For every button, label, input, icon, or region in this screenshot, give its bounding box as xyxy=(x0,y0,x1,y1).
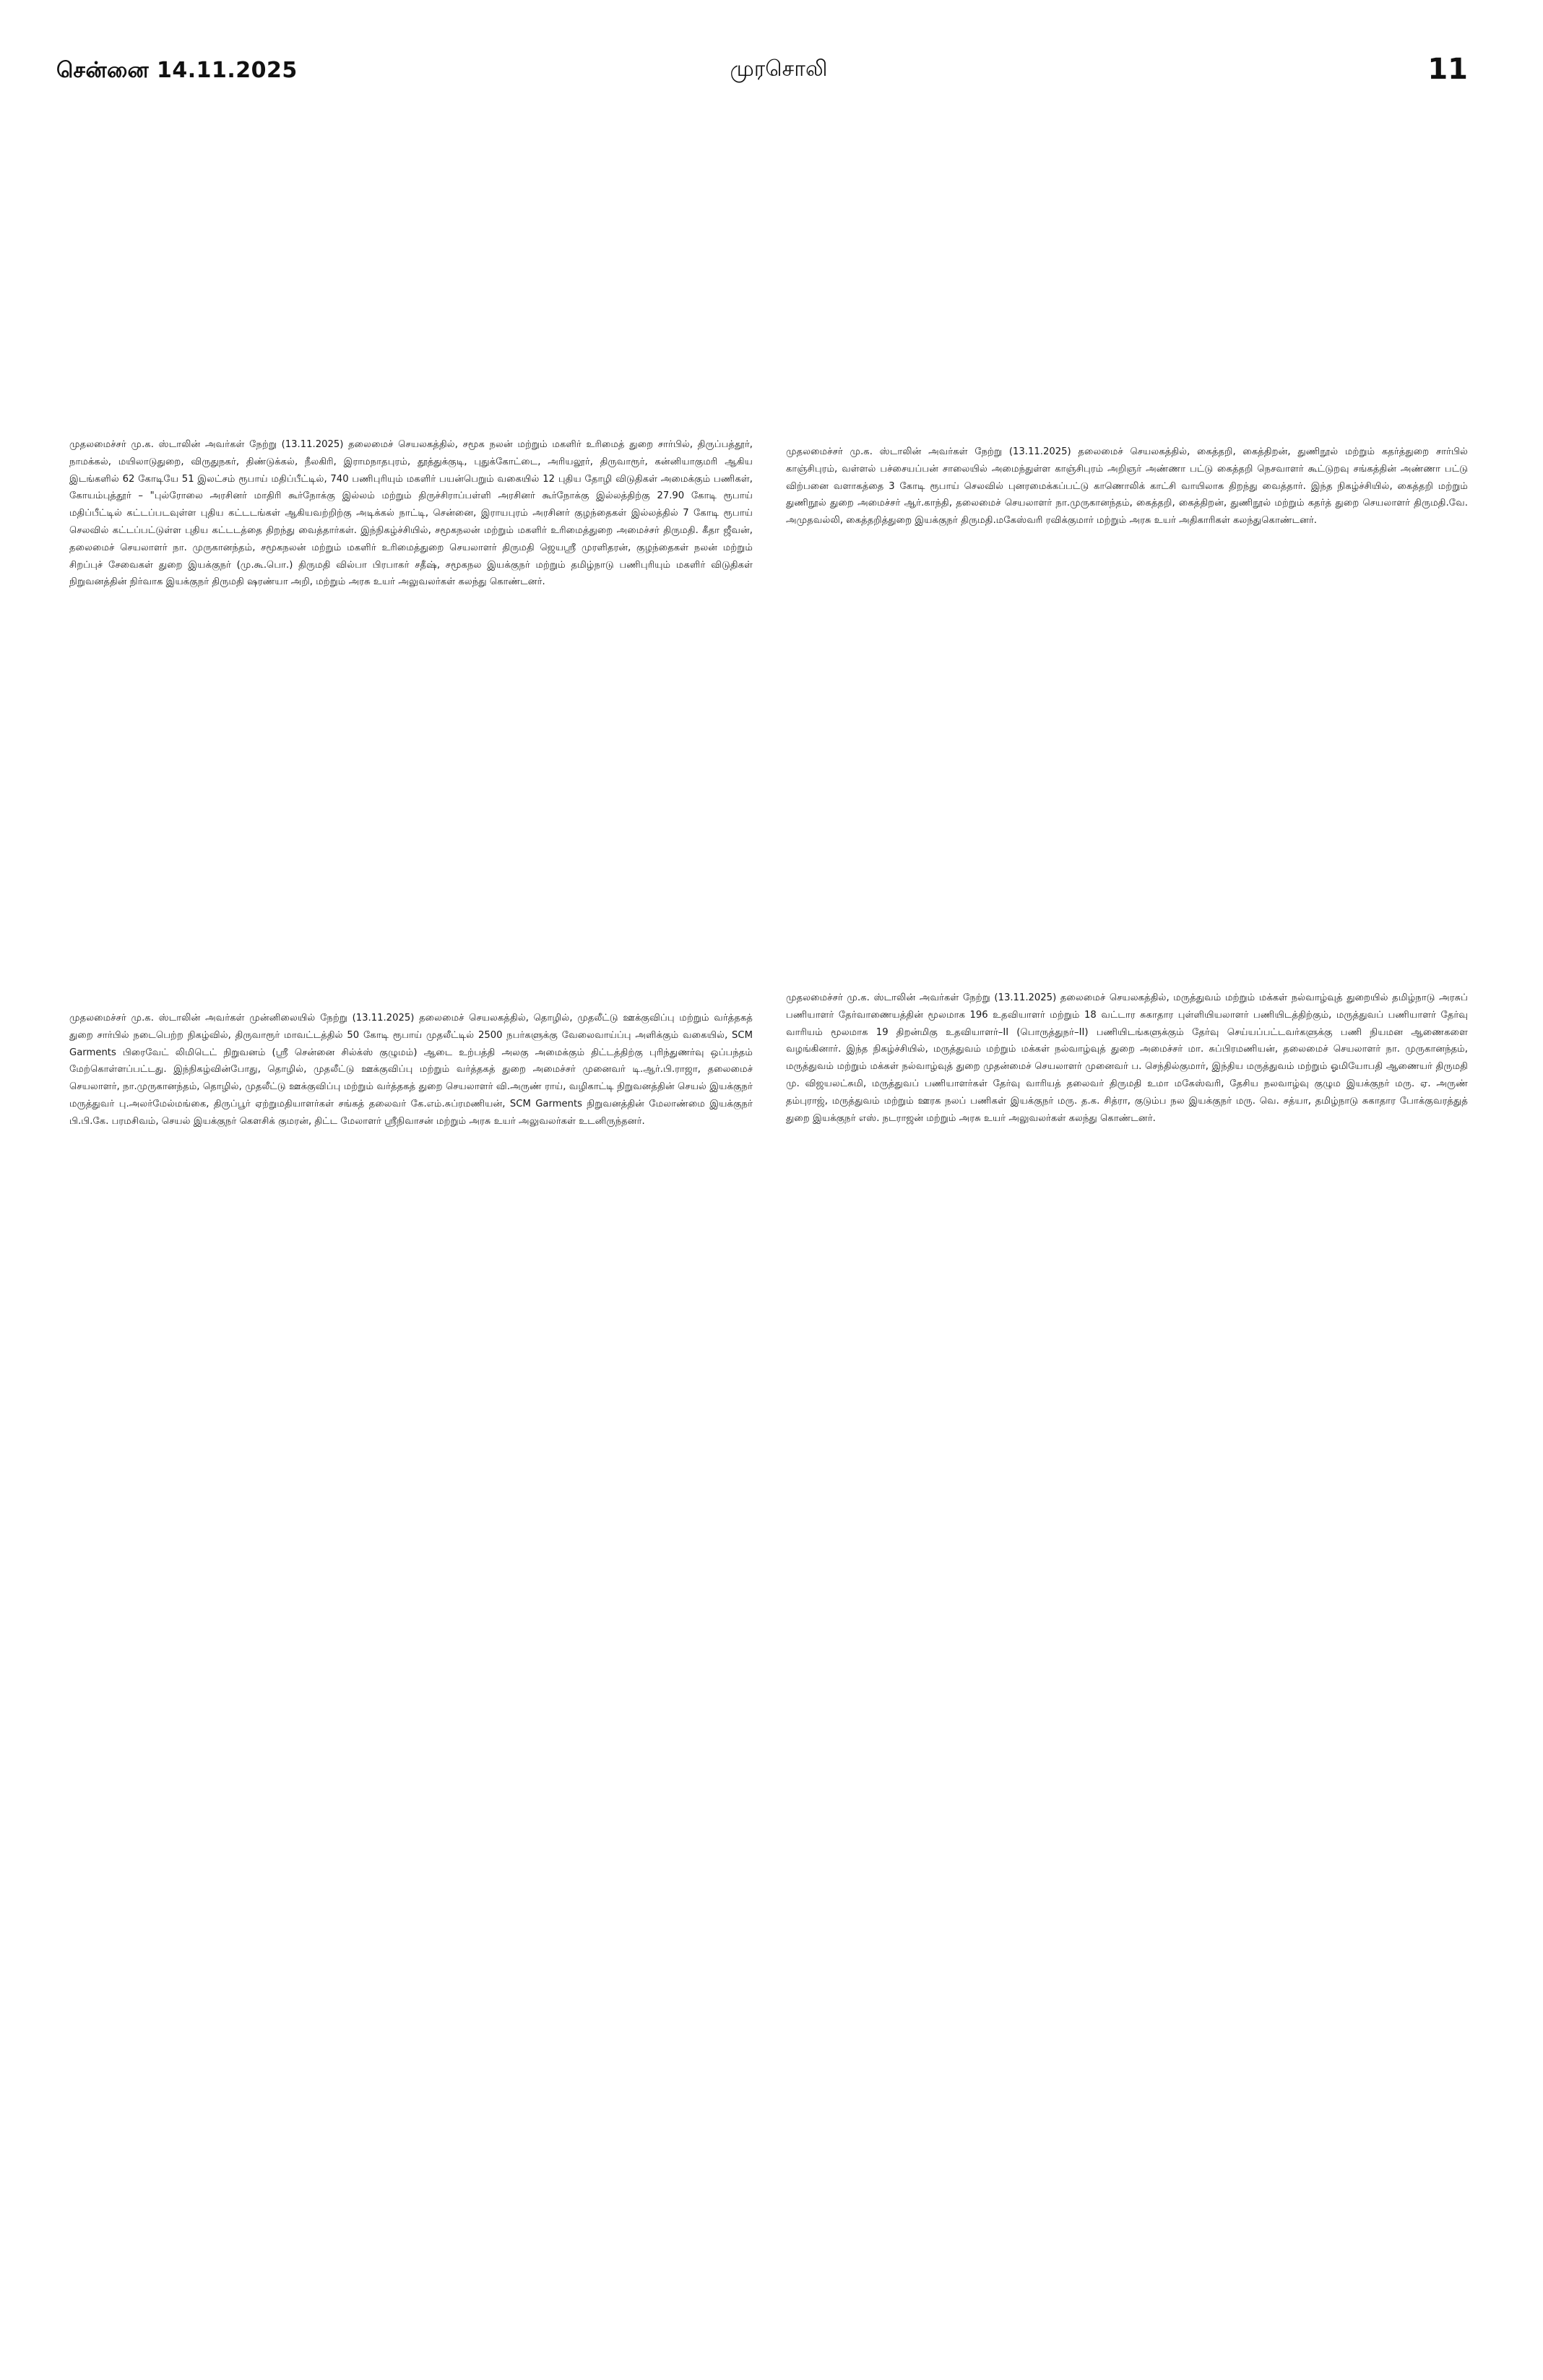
issue-date: சென்னை 14.11.2025 xyxy=(56,58,298,83)
masthead xyxy=(0,0,1543,116)
photo-caption-handloom: முதலமைச்சர் மு.க. ஸ்டாலின் அவர்கள் நேற்று (13.11.2025) தலைமைச் செயலகத்தில், கைத்தறி, கைத்திறன், துணிநூல் மற்றும் கதர்த்துறை சார்பில் காஞ்சிபுரம், வள்ளல் பச்சையப்பன் சாலையில் அமைந்துள்ள காஞ்சிபுரம் அறிஞர் அண்ணா பட்டு கைத்தறி நெசவாளர் கூட்டுறவு சங்கத்தின் அண்ணா பட்டு விற்பனை வளாகத்தை 3 கோடி ரூபாய் செலவில் புனரமைக்கப்பட்டு காணொலிக் காட்சி வாயிலாக திறந்து வைத்தார். இந்த நிகழ்ச்சியில், கைத்தறி மற்றும் துணிநூல் துறை அமைச்சர் ஆர்.காந்தி, தலைமைச் செயலாளர் நா.முருகானந்தம், கைத்தறி, கைத்திறன், துணிநூல் மற்றும் கதர்த் துறை செயலாளர் திருமதி.வே. அமுதவல்லி, கைத்தறித்துறை இயக்குநர் திருமதி.மகேஸ்வரி ரவிக்குமார் மற்றும் அரசு உயர் அதிகாரிகள் கலந்துகொண்டனர். xyxy=(786,446,1468,527)
photo-caption-social-welfare: முதலமைச்சர் மு.க. ஸ்டாலின் அவர்கள் நேற்று (13.11.2025) தலைமைச் செயலகத்தில், சமூக நலன் மற்றும் மகளிர் உரிமைத் துறை சார்பில், திருப்பத்தூர், நாமக்கல், மயிலாடுதுறை, விருதுநகர், திண்டுக்கல், நீலகிரி, இராமநாதபுரம், தூத்துக்குடி, புதுக்கோட்டை, அரியலூர், திருவாரூர், கன்னியாகுமரி ஆகிய இடங்களில் 62 கோடியே 51 இலட்சம் ரூபாய் மதிப்பீட்டில், 740 பணிபுரியும் மகளிர் பயன்பெறும் வகையில் 12 புதிய தோழி விடுதிகள் அமைக்கும் பணிகள், கோயம்புத்தூர் – "புல்ரோலை அரசினர் மாதிரி கூர்நோக்கு இல்லம் மற்றும் திருச்சிராப்பள்ளி அரசினர் கூர்நோக்கு இல்லத்திற்கு 27.90 கோடி ரூபாய் மதிப்பீட்டில் கட்டப்படவுள்ள புதிய கட்டடங்கள் ஆகியவற்றிற்கு அடிக்கல் நாட்டி, சென்னை, இராயபுரம் அரசினர் குழந்தைகள் இல்லத்தில் 7 கோடி ரூபாய் செலவில் கட்டப்பட்டுள்ள புதிய கட்டடத்தை திறந்து வைத்தார்கள். இந்நிகழ்ச்சியில், சமூகநலன் மற்றும் மகளிர் உரிமைத்துறை அமைச்சர் திருமதி. கீதா ஜீவன், தலைமைச் செயலாளர் நா. முருகானந்தம், சமூகநலன் மற்றும் மகளிர் உரிமைத்துறை செயலாளர் திருமதி ஜெயஸ்ரீ முரளிதரன், குழந்தைகள் நலன் மற்றும் சிறப்புச் சேவைகள் துறை இயக்குநர் (மு.கூ.பொ.) திருமதி வில்பா பிரபாகர் சதீஷ், சமூகநல இயக்குநர் மற்றும் தமிழ்நாடு பணிபுரியும் மகளிர் விடுதிகள் நிறுவனத்தின் நிர்வாக இயக்குநர் திருமதி ஷரண்யா அறி, மற்றும் அரசு உயர் அலுவலர்கள் கலந்து கொண்டனர். xyxy=(69,439,753,588)
photo-caption-industry-mou: முதலமைச்சர் மு.க. ஸ்டாலின் அவர்கள் முன்னிலையில் நேற்று (13.11.2025) தலைமைச் செயலகத்தில், தொழில், முதலீட்டு ஊக்குவிப்பு மற்றும் வர்த்தகத் துறை சார்பில் நடைபெற்ற நிகழ்வில், திருவாரூர் மாவட்டத்தில் 50 கோடி ரூபாய் முதலீட்டில் 2500 நபர்களுக்கு வேலைவாய்ப்பு அளிக்கும் வகையில், SCM Garments பிரைவேட் லிமிடெட் நிறுவனம் (ஸ்ரீ சென்னை சில்க்ஸ் குழுமம்) ஆடை உற்பத்தி அலகு அமைக்கும் திட்டத்திற்கு புரிந்துணர்வு ஒப்பந்தம் மேற்கொள்ளப்பட்டது. இந்நிகழ்வின்போது, தொழில், முதலீட்டு ஊக்குவிப்பு மற்றும் வர்த்தகத் துறை அமைச்சர் முனைவர் டி.ஆர்.பி.ராஜா, தலைமைச் செயலாளர், நா.முருகானந்தம், தொழில், முதலீட்டு ஊக்குவிப்பு மற்றும் வர்த்தகத் துறை செயலாளர் வி.அருண் ராய், வழிகாட்டி நிறுவனத்தின் செயல் இயக்குநர் மருத்துவர் பு.அலர்மேல்மங்கை, திருப்பூர் ஏற்றுமதியாளர்கள் சங்கத் தலைவர் கே.எம்.சுப்ரமணியன், SCM Garments நிறுவனத்தின் மேலாண்மை இயக்குநர் பி.பி.கே. பரமசிவம், செயல் இயக்குநர் கௌசிக் குமரன், திட்ட மேலாளர் ஸ்ரீநிவாசன் மற்றும் அரசு உயர் அலுவலர்கள் உடனிருந்தனர். xyxy=(69,1013,753,1127)
page-number: 11 xyxy=(1427,53,1468,86)
newspaper-title: முரசொலி xyxy=(730,56,828,82)
photo-caption-health-appointments: முதலமைச்சர் மு.க. ஸ்டாலின் அவர்கள் நேற்று (13.11.2025) தலைமைச் செயலகத்தில், மருத்துவம் மற்றும் மக்கள் நல்வாழ்வுத் துறையில் தமிழ்நாடு அரசுப் பணியாளர் தேர்வாணையத்தின் மூலமாக 196 உதவியாளர் மற்றும் 18 வட்டார சுகாதார புள்ளியியலாளர் பணியிடத்திற்கும், மருத்துவப் பணியாளர் தேர்வு வாரியம் மூலமாக 19 திறன்மிகு உதவியாளர்–II (பொருத்துநர்–II) பணியிடங்களுக்கும் தேர்வு செய்யப்பட்டவர்களுக்கு பணி நியமன ஆணைகளை வழங்கினார். இந்த நிகழ்ச்சியில், மருத்துவம் மற்றும் மக்கள் நல்வாழ்வுத் துறை அமைச்சர் மா. சுப்பிரமணியன், தலைமைச் செயலாளர் நா. முருகானந்தம், மருத்துவம் மற்றும் மக்கள் நல்வாழ்வுத் துறை முதன்மைச் செயலாளர் முனைவர் ப. செந்தில்குமார், இந்திய மருத்துவம் மற்றும் ஓமியோபதி ஆணையர் திருமதி மு. விஜயலட்சுமி, மருத்துவப் பணியாளர்கள் தேர்வு வாரியத் தலைவர் திருமதி உமா மகேஸ்வரி, தேசிய நலவாழ்வு குழும இயக்குநர் மரு. ஏ. அருண் தம்புராஜ், மருத்துவம் மற்றும் ஊரக நலப் பணிகள் இயக்குநர் மரு. த.க. சித்ரா, குடும்ப நல இயக்குநர் மரு. வெ. சத்யா, தமிழ்நாடு சுகாதார போக்குவரத்துத் துறை இயக்குநர் எஸ். நடராஜன் மற்றும் அரசு உயர் அலுவலர்கள் கலந்து கொண்டனர். xyxy=(786,992,1468,1124)
